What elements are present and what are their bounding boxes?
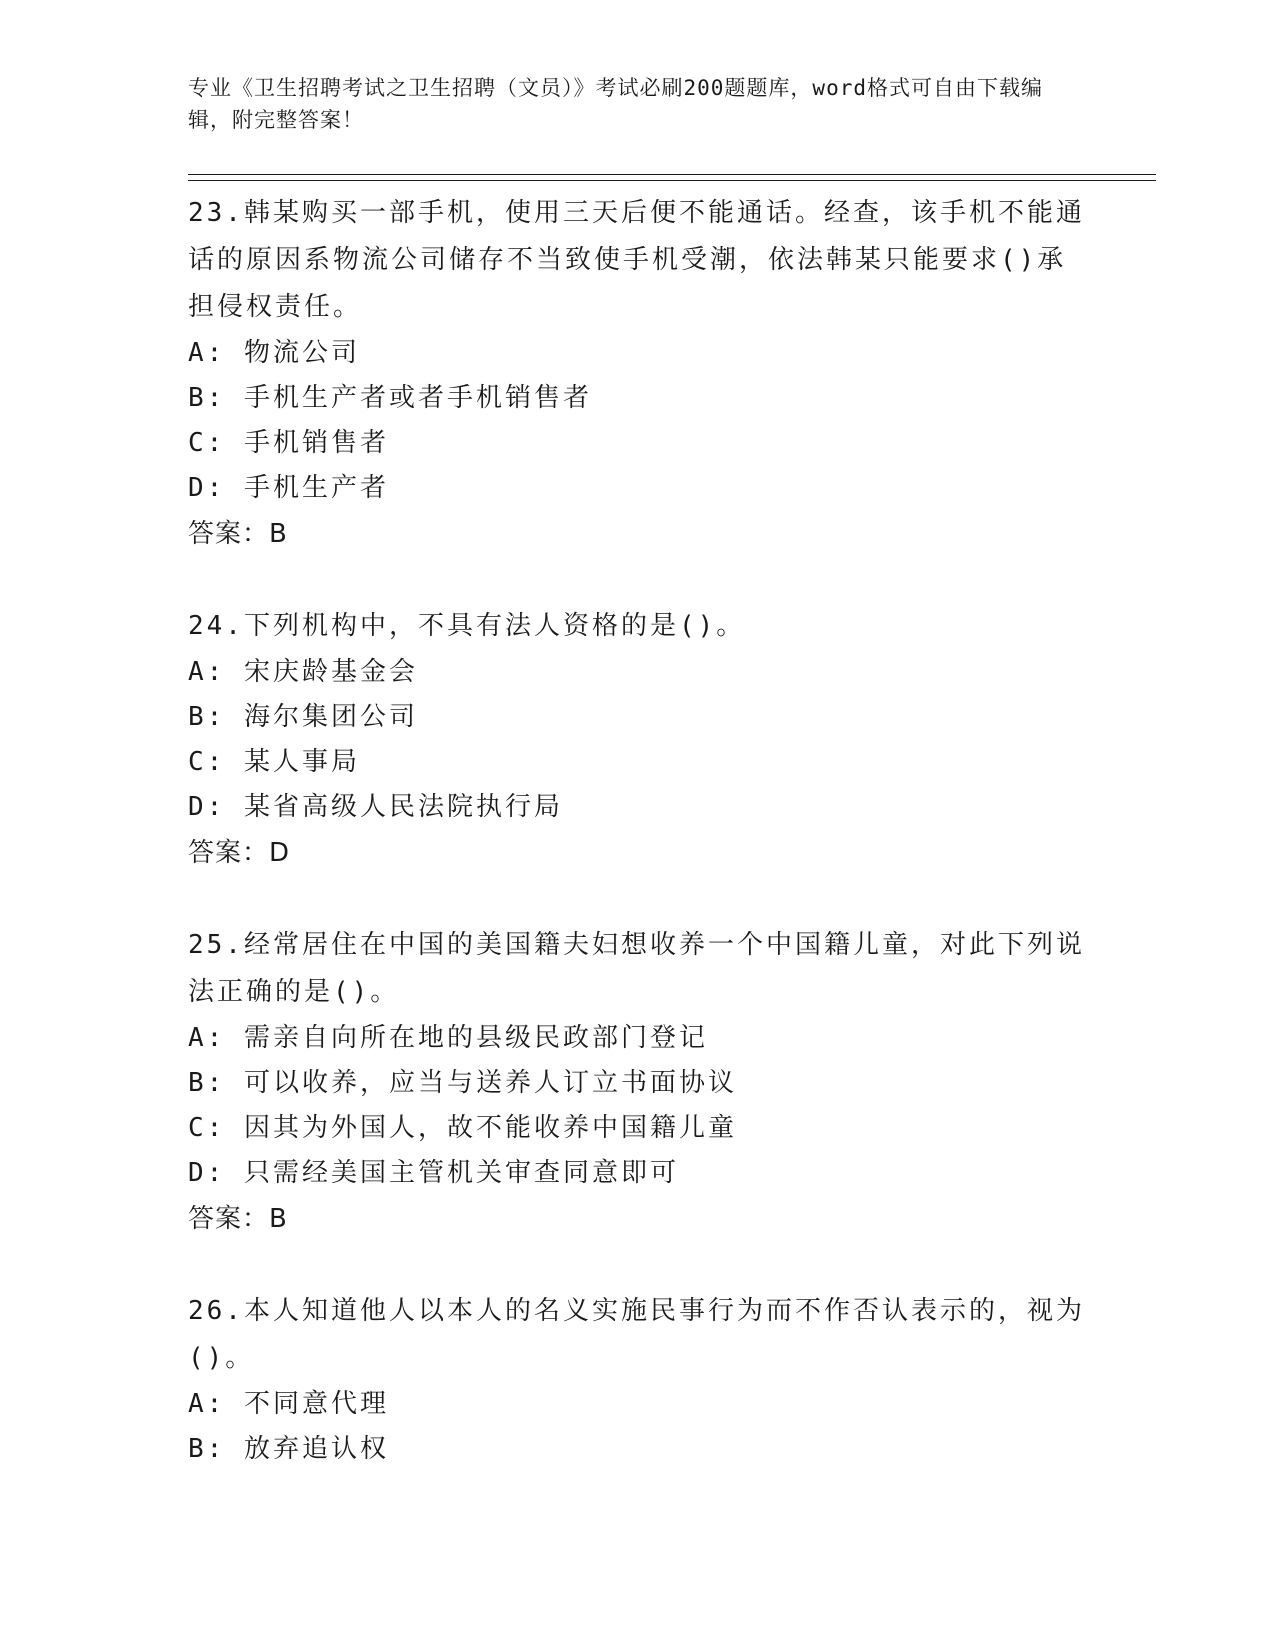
- option-c: C: 某人事局: [188, 747, 360, 777]
- option-c: C: 因其为外国人，故不能收养中国籍儿童: [188, 1113, 737, 1143]
- question-stem: 23.韩某购买一部手机，使用三天后便不能通话。经查，该手机不能通话的原因系物流公司储存不当致使手机受潮，依法韩某只能要求()承担侵权责任。: [188, 198, 1085, 322]
- header-divider-bottom: [188, 180, 1156, 181]
- option-d: D: 手机生产者: [188, 473, 389, 503]
- question-stem: 25.经常居住在中国的美国籍夫妇想收养一个中国籍儿童，对此下列说法正确的是()。: [188, 930, 1085, 1007]
- header-divider-top: [188, 174, 1156, 175]
- question-stem: 24.下列机构中，不具有法人资格的是()。: [188, 611, 746, 641]
- answer-line: 答案：B: [188, 1204, 288, 1234]
- question-23: [188, 190, 1088, 557]
- option-d: D: 某省高级人民法院执行局: [188, 792, 563, 822]
- option-a: A: 宋庆龄基金会: [188, 657, 418, 687]
- header-title: 专业《卫生招聘考试之卫生招聘（文员）》考试必刷200题题库，word格式可自由下载编辑，附完整答案！: [188, 76, 1043, 132]
- option-d: D: 只需经美国主管机关审查同意即可: [188, 1158, 679, 1188]
- option-a: A: 不同意代理: [188, 1389, 389, 1419]
- option-a: A: 物流公司: [188, 338, 360, 368]
- question-25: [188, 922, 1088, 1242]
- option-b: B: 可以收养，应当与送养人订立书面协议: [188, 1068, 737, 1098]
- option-b: B: 海尔集团公司: [188, 702, 418, 732]
- question-24: [188, 603, 1088, 876]
- answer-line: 答案：B: [188, 519, 288, 549]
- document-header: [188, 72, 1068, 136]
- answer-line: 答案：D: [188, 838, 291, 868]
- option-a: A: 需亲自向所在地的县级民政部门登记: [188, 1023, 708, 1053]
- question-stem: 26.本人知道他人以本人的名义实施民事行为而不作否认表示的，视为()。: [188, 1296, 1085, 1373]
- option-b: B: 手机生产者或者手机销售者: [188, 383, 592, 413]
- option-b: B: 放弃追认权: [188, 1434, 389, 1464]
- question-26: [188, 1288, 1088, 1472]
- question-list: [188, 190, 1088, 1518]
- option-c: C: 手机销售者: [188, 428, 389, 458]
